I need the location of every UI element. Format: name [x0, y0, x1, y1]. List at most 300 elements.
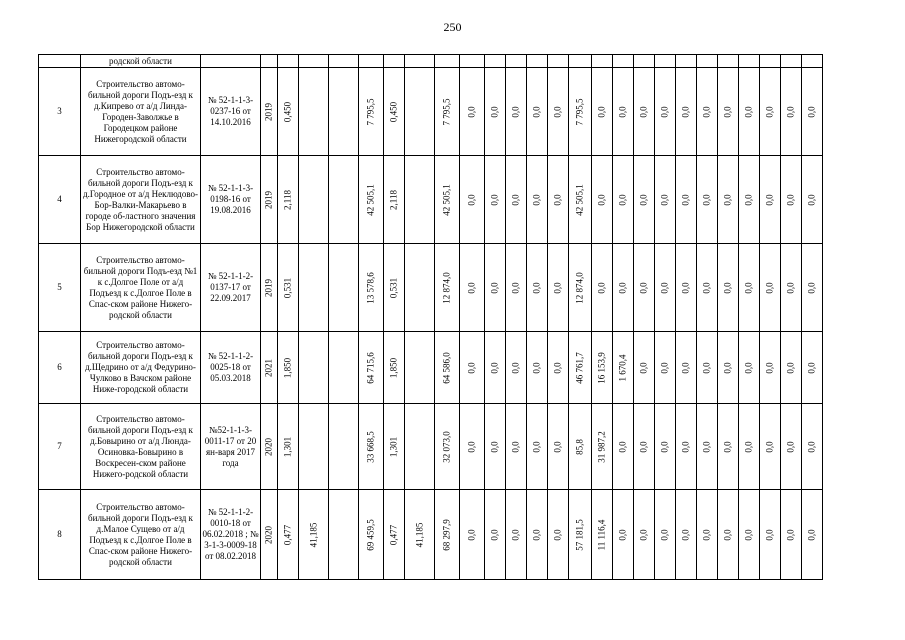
- permit-cell: №52-1-1-3-0011-17 от 20 ян-варя 2017 года: [201, 404, 261, 490]
- value-text: 0,0: [552, 105, 563, 118]
- value-text: 12 874,0: [574, 271, 585, 304]
- value-cell: [697, 244, 718, 332]
- value-text: 16 153,9: [596, 351, 607, 384]
- value-cell: [299, 244, 329, 332]
- value-text: 0,0: [806, 193, 817, 206]
- value-text: 31 987,2: [596, 430, 607, 463]
- row-number-cell: 5: [39, 244, 81, 332]
- value-text: 0,0: [531, 440, 542, 453]
- value-text: 0,0: [701, 281, 712, 294]
- value-cell: [435, 490, 460, 580]
- object-name-cell: Строительство автомо-бильной дороги Подъ-езд к д.Щедрино от а/д Федурино-Чулково в Вачском районе Ниже-городской области: [81, 332, 201, 404]
- table-row: [39, 244, 823, 332]
- value-cell: [460, 332, 485, 404]
- value-text: 0,0: [489, 361, 500, 374]
- value-cell: [697, 332, 718, 404]
- value-text: 0,0: [785, 105, 796, 118]
- value-cell: [634, 490, 655, 580]
- value-cell: [506, 68, 527, 156]
- value-text: 0,0: [722, 193, 733, 206]
- value-cell: [485, 490, 506, 580]
- value-cell: [739, 156, 760, 244]
- value-cell: [261, 404, 278, 490]
- value-text: 0,0: [743, 528, 754, 541]
- value-cell: [299, 332, 329, 404]
- value-cell: [299, 156, 329, 244]
- table-row: [39, 490, 823, 580]
- value-text: 69 459,5: [365, 518, 376, 551]
- table-cell: [802, 55, 823, 68]
- value-text: 2020: [263, 437, 274, 456]
- value-cell: [384, 332, 405, 404]
- value-cell: [802, 404, 823, 490]
- value-cell: [802, 332, 823, 404]
- value-cell: [613, 156, 634, 244]
- value-cell: [329, 490, 359, 580]
- value-cell: [592, 490, 613, 580]
- value-cell: [676, 244, 697, 332]
- value-cell: [739, 404, 760, 490]
- value-text: 0,0: [743, 105, 754, 118]
- value-cell: [781, 404, 802, 490]
- value-text: 0,0: [531, 528, 542, 541]
- value-text: 0,0: [552, 281, 563, 294]
- value-text: 1,850: [282, 357, 293, 378]
- value-cell: [278, 404, 299, 490]
- table-row: [39, 156, 823, 244]
- table-row: [39, 404, 823, 490]
- value-text: 0,0: [596, 105, 607, 118]
- value-text: 0,0: [617, 528, 628, 541]
- value-cell: [548, 68, 569, 156]
- value-cell: [278, 156, 299, 244]
- value-text: 33 668,5: [365, 430, 376, 463]
- value-text: 0,0: [785, 528, 796, 541]
- value-cell: [278, 68, 299, 156]
- value-text: 0,0: [806, 528, 817, 541]
- value-text: 0,0: [638, 440, 649, 453]
- value-cell: [739, 244, 760, 332]
- permit-cell: № 52-1-1-2-0137-17 от 22.09.2017: [201, 244, 261, 332]
- table-cell: [39, 55, 81, 68]
- value-cell: [548, 244, 569, 332]
- value-cell: [384, 490, 405, 580]
- value-text: 0,0: [659, 281, 670, 294]
- value-text: 0,0: [701, 193, 712, 206]
- value-cell: [384, 68, 405, 156]
- table-cell: [278, 55, 299, 68]
- value-text: 0,0: [659, 193, 670, 206]
- value-text: 1 670,4: [617, 354, 628, 381]
- value-cell: [506, 490, 527, 580]
- value-text: 0,0: [510, 528, 521, 541]
- value-cell: [676, 490, 697, 580]
- value-text: 2,118: [388, 189, 399, 210]
- table-cell: [460, 55, 485, 68]
- value-cell: [278, 332, 299, 404]
- value-text: 0,0: [659, 105, 670, 118]
- table-cell: [569, 55, 592, 68]
- table-cell: [548, 55, 569, 68]
- value-cell: [329, 68, 359, 156]
- value-text: 0,0: [680, 281, 691, 294]
- value-cell: [760, 490, 781, 580]
- value-cell: [460, 404, 485, 490]
- value-cell: [359, 156, 384, 244]
- row-number-cell: 8: [39, 490, 81, 580]
- value-cell: [329, 404, 359, 490]
- value-text: 0,0: [617, 281, 628, 294]
- value-cell: [592, 332, 613, 404]
- value-text: 0,477: [282, 524, 293, 545]
- value-cell: [261, 490, 278, 580]
- value-cell: [548, 156, 569, 244]
- value-text: 0,0: [722, 528, 733, 541]
- table-cell: [781, 55, 802, 68]
- value-text: 0,0: [764, 193, 775, 206]
- table-cell: [485, 55, 506, 68]
- value-text: 0,0: [722, 105, 733, 118]
- value-text: 1,301: [282, 436, 293, 457]
- value-cell: [781, 490, 802, 580]
- value-text: 0,531: [388, 277, 399, 298]
- value-text: 7 795,5: [441, 98, 452, 125]
- value-cell: [634, 68, 655, 156]
- table-cell: [676, 55, 697, 68]
- value-text: 0,0: [785, 361, 796, 374]
- table-cell: [384, 55, 405, 68]
- value-cell: [299, 490, 329, 580]
- value-text: 0,0: [531, 193, 542, 206]
- value-cell: [329, 244, 359, 332]
- value-text: 0,0: [552, 361, 563, 374]
- table-cell: [613, 55, 634, 68]
- value-text: 68 297,9: [441, 518, 452, 551]
- value-cell: [527, 490, 548, 580]
- value-text: 42 505,1: [441, 183, 452, 216]
- permit-cell: № 52-1-1-2-0010-18 от 06.02.2018 ; № 3-1-3-0009-18 от 08.02.2018: [201, 490, 261, 580]
- value-cell: [299, 68, 329, 156]
- value-cell: [435, 332, 460, 404]
- value-text: 0,0: [764, 105, 775, 118]
- value-cell: [655, 404, 676, 490]
- value-text: 0,0: [743, 440, 754, 453]
- value-cell: [697, 404, 718, 490]
- value-cell: [781, 244, 802, 332]
- value-cell: [613, 244, 634, 332]
- value-text: 13 578,6: [365, 271, 376, 304]
- value-cell: [613, 490, 634, 580]
- value-cell: [405, 244, 435, 332]
- value-text: 0,0: [743, 281, 754, 294]
- value-text: 0,0: [466, 281, 477, 294]
- value-cell: [697, 156, 718, 244]
- value-cell: [569, 68, 592, 156]
- value-cell: [676, 404, 697, 490]
- value-text: 0,0: [701, 105, 712, 118]
- value-text: 0,531: [282, 277, 293, 298]
- value-text: 11 116,4: [596, 519, 607, 550]
- table-cell: [435, 55, 460, 68]
- value-cell: [506, 244, 527, 332]
- value-cell: [435, 244, 460, 332]
- value-text: 0,0: [638, 193, 649, 206]
- value-cell: [718, 404, 739, 490]
- value-cell: [697, 490, 718, 580]
- value-text: 0,0: [638, 528, 649, 541]
- value-text: 0,0: [659, 361, 670, 374]
- value-text: 2019: [263, 190, 274, 209]
- value-cell: [278, 490, 299, 580]
- value-cell: [718, 332, 739, 404]
- value-cell: [781, 68, 802, 156]
- value-cell: [435, 404, 460, 490]
- value-text: 0,477: [388, 524, 399, 545]
- value-cell: [299, 404, 329, 490]
- value-text: 0,0: [680, 193, 691, 206]
- value-text: 2019: [263, 102, 274, 121]
- value-cell: [634, 156, 655, 244]
- table-cell: [299, 55, 329, 68]
- value-cell: [261, 68, 278, 156]
- value-text: 0,0: [617, 440, 628, 453]
- value-text: 0,0: [510, 440, 521, 453]
- table-cell: [329, 55, 359, 68]
- value-text: 0,0: [489, 105, 500, 118]
- value-cell: [655, 332, 676, 404]
- value-text: 1,301: [388, 436, 399, 457]
- value-text: 46 761,7: [574, 351, 585, 384]
- value-text: 7 795,5: [365, 98, 376, 125]
- value-cell: [506, 404, 527, 490]
- value-cell: [760, 404, 781, 490]
- value-cell: [802, 490, 823, 580]
- value-cell: [592, 156, 613, 244]
- value-cell: [676, 68, 697, 156]
- value-cell: [548, 404, 569, 490]
- value-cell: [527, 156, 548, 244]
- value-cell: [676, 332, 697, 404]
- value-text: 0,0: [764, 361, 775, 374]
- value-cell: [760, 156, 781, 244]
- value-text: 0,0: [680, 105, 691, 118]
- value-text: 0,0: [510, 105, 521, 118]
- value-text: 0,0: [806, 361, 817, 374]
- value-text: 64 715,6: [365, 351, 376, 384]
- value-text: 0,0: [680, 440, 691, 453]
- value-text: 0,0: [638, 105, 649, 118]
- table-row: [39, 68, 823, 156]
- value-text: 0,0: [489, 193, 500, 206]
- value-cell: [569, 490, 592, 580]
- value-cell: [384, 156, 405, 244]
- value-text: 64 586,0: [441, 351, 452, 384]
- table-cell: [739, 55, 760, 68]
- value-text: 0,0: [531, 105, 542, 118]
- value-cell: [634, 244, 655, 332]
- value-text: 7 795,5: [574, 98, 585, 125]
- value-text: 1,850: [388, 357, 399, 378]
- value-cell: [781, 156, 802, 244]
- value-cell: [718, 156, 739, 244]
- value-text: 0,0: [466, 440, 477, 453]
- value-cell: [802, 244, 823, 332]
- value-cell: [613, 68, 634, 156]
- value-text: 0,0: [596, 281, 607, 294]
- table-cell: [506, 55, 527, 68]
- table-cell: [201, 55, 261, 68]
- value-cell: [655, 244, 676, 332]
- value-text: 2021: [263, 358, 274, 377]
- permit-cell: № 52-1-1-3-0198-16 от 19.08.2016: [201, 156, 261, 244]
- table-cell: [697, 55, 718, 68]
- value-text: 41,185: [414, 522, 424, 547]
- value-cell: [739, 68, 760, 156]
- value-text: 0,0: [806, 281, 817, 294]
- value-text: 0,0: [722, 440, 733, 453]
- row-number-cell: 4: [39, 156, 81, 244]
- object-name-cell: Строительство автомо-бильной дороги Подъ-езд к д.Городное от а/д Неклюдово-Бор-Валки-Макарьево в городе об-ластного значения Бор Нижегородской области: [81, 156, 201, 244]
- value-cell: [460, 490, 485, 580]
- table-cell: [359, 55, 384, 68]
- value-cell: [405, 156, 435, 244]
- value-cell: [739, 332, 760, 404]
- table-cell: [527, 55, 548, 68]
- value-cell: [261, 244, 278, 332]
- value-cell: [405, 490, 435, 580]
- value-cell: [655, 68, 676, 156]
- value-text: 0,0: [659, 528, 670, 541]
- value-text: 0,0: [510, 193, 521, 206]
- value-cell: [592, 68, 613, 156]
- table-cell: [760, 55, 781, 68]
- value-text: 85,8: [574, 438, 585, 455]
- value-text: 0,0: [701, 440, 712, 453]
- table-row: [39, 332, 823, 404]
- value-cell: [359, 332, 384, 404]
- value-text: 0,0: [806, 440, 817, 453]
- value-text: 2019: [263, 278, 274, 297]
- value-cell: [760, 68, 781, 156]
- value-cell: [613, 332, 634, 404]
- value-cell: [739, 490, 760, 580]
- value-text: 0,0: [531, 281, 542, 294]
- value-text: 12 874,0: [441, 271, 452, 304]
- value-text: 32 073,0: [441, 430, 452, 463]
- value-cell: [548, 490, 569, 580]
- value-text: 42 505,1: [574, 183, 585, 216]
- value-cell: [359, 404, 384, 490]
- value-cell: [405, 68, 435, 156]
- value-text: 0,0: [638, 361, 649, 374]
- value-cell: [278, 244, 299, 332]
- value-text: 0,0: [680, 528, 691, 541]
- row-number-cell: 7: [39, 404, 81, 490]
- value-cell: [718, 490, 739, 580]
- value-cell: [359, 244, 384, 332]
- value-cell: [718, 244, 739, 332]
- value-cell: [760, 332, 781, 404]
- value-cell: [506, 332, 527, 404]
- value-text: 0,0: [489, 281, 500, 294]
- value-cell: [435, 156, 460, 244]
- value-cell: [405, 404, 435, 490]
- value-text: 0,0: [764, 440, 775, 453]
- value-text: 0,0: [764, 528, 775, 541]
- value-text: 0,0: [743, 193, 754, 206]
- value-cell: [261, 332, 278, 404]
- value-cell: [460, 68, 485, 156]
- value-cell: [548, 332, 569, 404]
- value-text: 0,0: [552, 193, 563, 206]
- value-cell: [569, 404, 592, 490]
- table-cell: [405, 55, 435, 68]
- value-text: 0,0: [510, 281, 521, 294]
- value-text: 0,0: [466, 105, 477, 118]
- value-cell: [329, 332, 359, 404]
- value-cell: [359, 68, 384, 156]
- value-text: 0,0: [680, 361, 691, 374]
- value-cell: [485, 68, 506, 156]
- table-row-continuation: [39, 55, 823, 68]
- row-number-cell: 6: [39, 332, 81, 404]
- permit-cell: № 52-1-1-3-0237-16 от 14.10.2016: [201, 68, 261, 156]
- value-cell: [655, 490, 676, 580]
- value-cell: [569, 156, 592, 244]
- value-cell: [676, 156, 697, 244]
- value-cell: [527, 332, 548, 404]
- value-text: 0,0: [552, 528, 563, 541]
- value-text: 0,0: [638, 281, 649, 294]
- value-text: 0,0: [489, 440, 500, 453]
- value-cell: [613, 404, 634, 490]
- row-number-cell: 3: [39, 68, 81, 156]
- value-text: 0,0: [617, 105, 628, 118]
- table-cell: [634, 55, 655, 68]
- value-cell: [527, 68, 548, 156]
- value-text: 0,450: [282, 101, 293, 122]
- value-cell: [435, 68, 460, 156]
- table-cell: [261, 55, 278, 68]
- value-text: 0,0: [466, 528, 477, 541]
- value-text: 2020: [263, 525, 274, 544]
- value-text: 0,0: [466, 193, 477, 206]
- value-text: 0,0: [722, 361, 733, 374]
- value-cell: [527, 404, 548, 490]
- value-text: 0,0: [617, 193, 628, 206]
- data-table: [38, 54, 823, 580]
- value-cell: [569, 244, 592, 332]
- value-text: 0,0: [701, 361, 712, 374]
- value-cell: [329, 156, 359, 244]
- value-cell: [592, 244, 613, 332]
- value-cell: [506, 156, 527, 244]
- value-cell: [569, 332, 592, 404]
- value-text: 41,185: [308, 522, 318, 547]
- value-text: 0,0: [489, 528, 500, 541]
- value-cell: [485, 404, 506, 490]
- value-text: 0,0: [510, 361, 521, 374]
- value-cell: [405, 332, 435, 404]
- value-text: 0,0: [743, 361, 754, 374]
- value-text: 57 181,5: [574, 518, 585, 551]
- value-text: 0,0: [785, 440, 796, 453]
- value-text: 0,0: [722, 281, 733, 294]
- value-text: 0,450: [388, 101, 399, 122]
- table-cell: [592, 55, 613, 68]
- value-cell: [592, 404, 613, 490]
- table-cell: [655, 55, 676, 68]
